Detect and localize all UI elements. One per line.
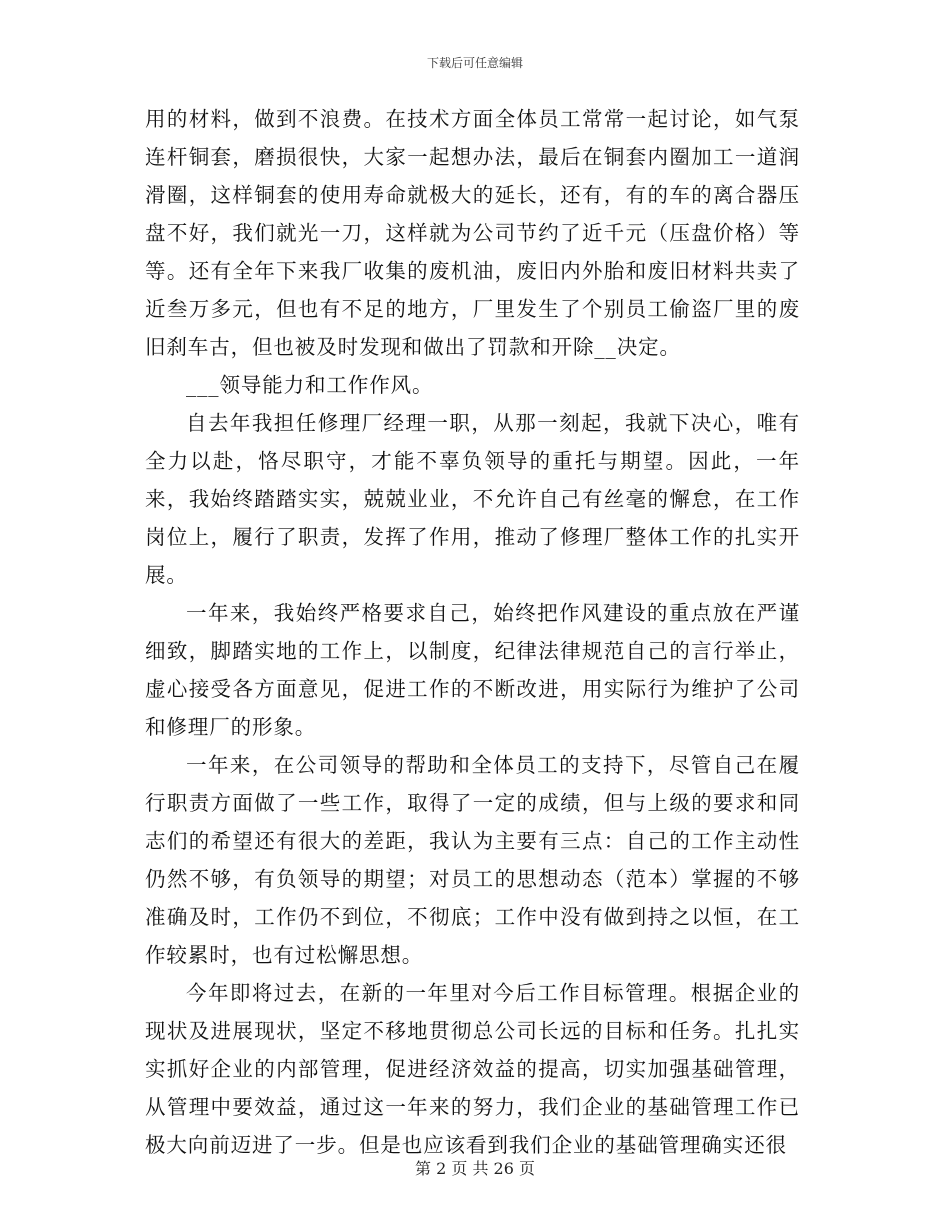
paragraph-section-heading: ___领导能力和工作作风。	[186, 373, 434, 397]
paragraph-continuation: 用的材料，做到不浪费。在技术方面全体员工常常一起讨论，如气泵连杆铜套，磨损很快，大家一起想办法，最后在铜套内圈加工一道润滑圈，这样铜套的使用寿命就极大的延长，还有，有的车的离合器压盘不好，我们就光一刀，这样就为公司节约了近千元（压盘价格）等等。还有全年下来我厂收集的废机油，废旧内外胎和废旧材料共卖了近叁万多元，但也有不足的地方，厂里发生了个别员工偷盗厂里的废旧刹车古，但也被及时发现和做出了罚款和开除__决定。	[145, 107, 800, 359]
paragraph-next-year-goals: 今年即将过去，在新的一年里对今后工作目标管理。根据企业的现状及进展现状，坚定不移地贯彻总公司长远的目标和任务。扎扎实实抓好企业的内部管理，促进经济效益的提高，切实加强基础管理，从管理中要效益，通过这一年来的努力，我们企业的基础管理工作已极大向前迈进了一步。但是也应该看到我们企业的基础管理确实还很	[145, 981, 800, 1157]
paragraph-manager-role: 自去年我担任修理厂经理一职，从那一刻起，我就下决心，唯有全力以赴，恪尽职守，才能不辜负领导的重托与期望。因此，一年来，我始终踏踏实实，兢兢业业，不允许自己有丝毫的懈怠，在工作岗位上，履行了职责，发挥了作用，推动了修理厂整体工作的扎实开展。	[145, 411, 800, 587]
paragraph-work-style: 一年来，我始终严格要求自己，始终把作风建设的重点放在严谨细致，脚踏实地的工作上，以制度，纪律法律规范自己的言行举止，虚心接受各方面意见，促进工作的不断改进，用实际行为维护了公司和修理厂的形象。	[145, 601, 800, 739]
page-footer: 第 2 页 共 26 页	[415, 1159, 535, 1178]
paragraph-shortcomings: 一年来，在公司领导的帮助和全体员工的支持下，尽管自己在履行职责方面做了一些工作，取得了一定的成绩，但与上级的要求和同志们的希望还有很大的差距，我认为主要有三点：自己的工作主动性仍然不够，有负领导的期望；对员工的思想动态（范本）掌握的不够准确及时，工作仍不到位，不彻底；工作中没有做到持之以恒，在工作较累时，也有过松懈思想。	[145, 753, 800, 967]
document-body	[145, 100, 800, 1164]
page-header: 下载后可任意编辑	[426, 56, 523, 70]
